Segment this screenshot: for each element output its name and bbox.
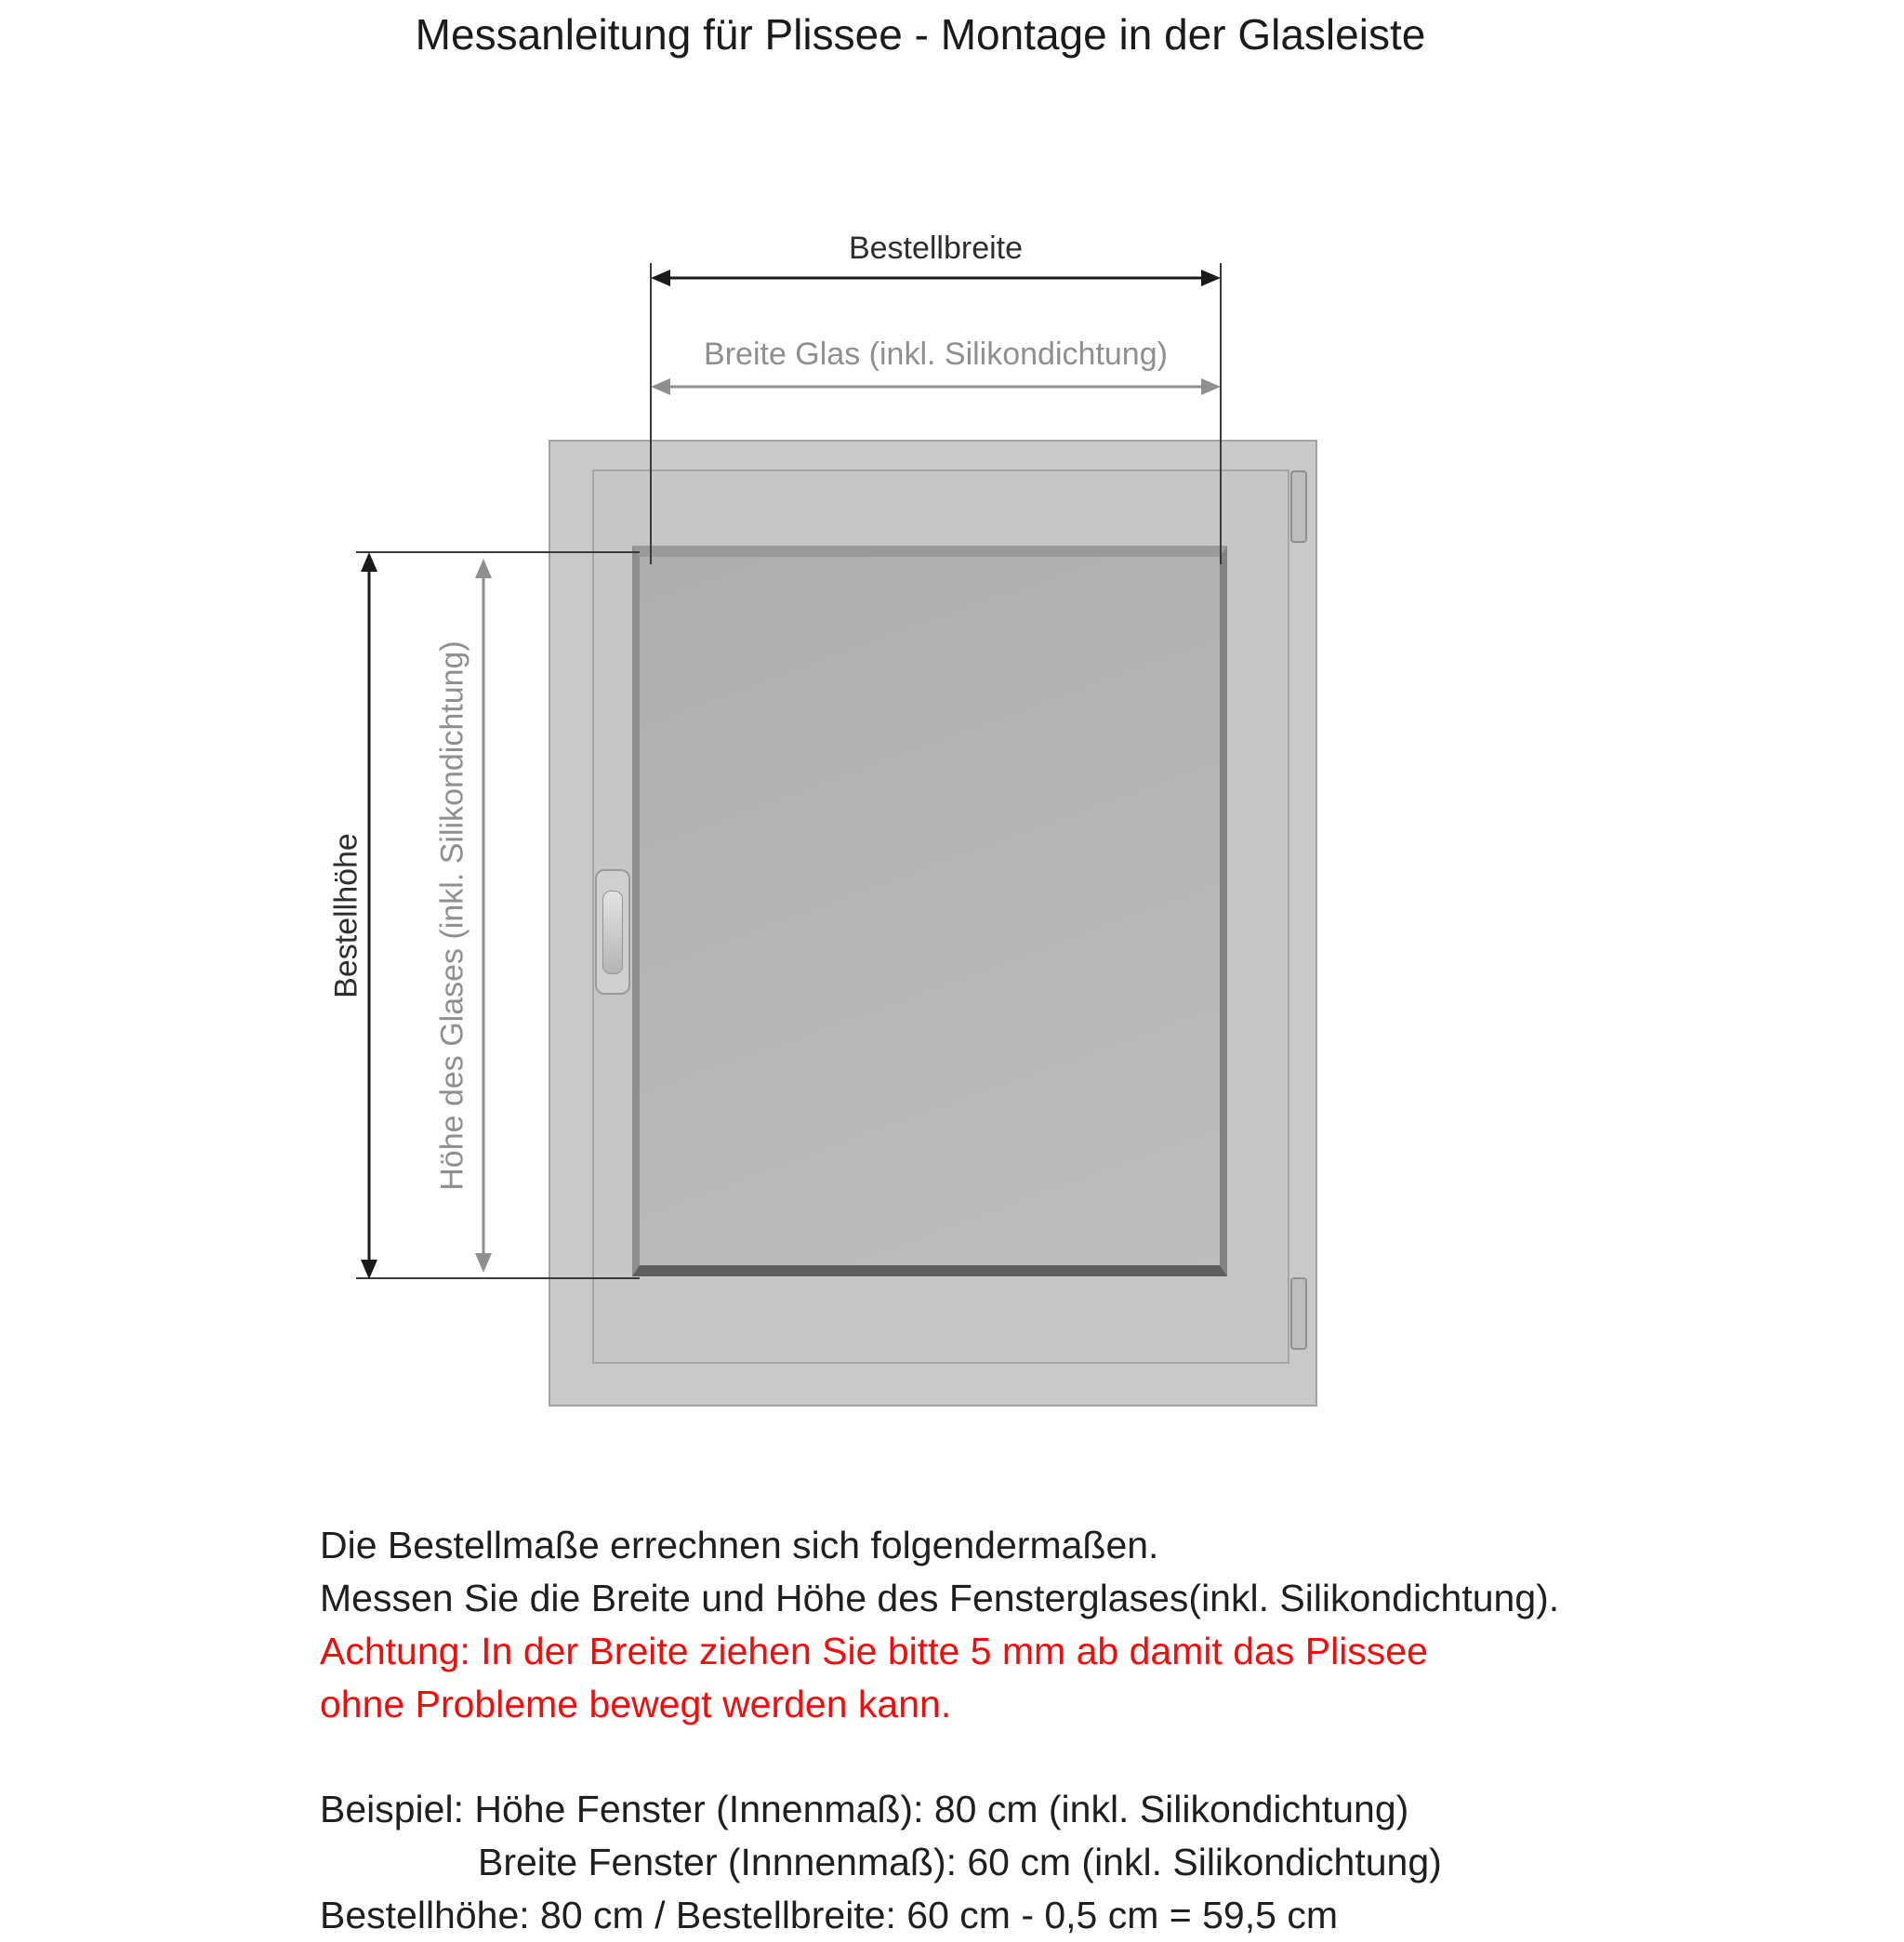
window-handle-icon [602,891,623,974]
example-line-3: Bestellhöhe: 80 cm / Bestellbreite: 60 cm - 0,5 cm = 59,5 cm [320,1894,1338,1936]
instruction-line-1: Die Bestellmaße errechnen sich folgendermaßen. [320,1524,1159,1566]
warning-line-2: ohne Probleme bewegt werden kann. [320,1683,952,1725]
label-breite-glas: Breite Glas (inkl. Silikondichtung) [704,337,1168,372]
hinge-bottom-icon [1290,1277,1307,1350]
bestellbreite-arrow [651,270,1221,286]
warning-line-1: Achtung: In der Breite ziehen Sie bitte 5 mm ab damit das Plissee [320,1630,1428,1672]
example-line-2: Breite Fenster (Innnenmaß): 60 cm (inkl. Silikondichtung) [478,1841,1442,1883]
window-glass [632,546,1227,1276]
label-hoehe-glas: Höhe des Glases (inkl. Silikondichtung) [434,641,470,1191]
example-line-1: Beispiel: Höhe Fenster (Innenmaß): 80 cm (inkl. Silikondichtung) [320,1788,1409,1830]
page-title: Messanleitung für Plissee - Montage in der Glasleiste [415,10,1426,59]
label-bestellbreite: Bestellbreite [848,231,1024,266]
breite-glas-arrow [651,378,1221,395]
hoehe-glas-arrow [475,559,492,1273]
label-bestellhoehe: Bestellhöhe [328,833,364,998]
instruction-line-2: Messen Sie die Breite und Höhe des Fensterglases(inkl. Silikondichtung). [320,1577,1560,1619]
hinge-top-icon [1290,470,1307,543]
instructions-block [320,1519,1826,1942]
